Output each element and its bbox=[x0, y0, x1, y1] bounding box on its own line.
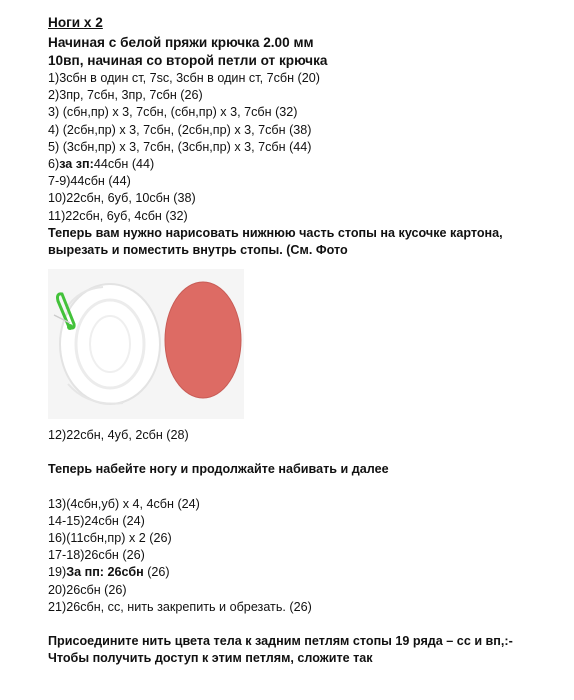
photo-bootie-and-insole bbox=[48, 269, 244, 419]
row-19-bold: За пп: 26сбн bbox=[66, 565, 144, 580]
note-join-line1: Присоедините нить цвета тела к задним петлям стопы 19 ряда – сс и вп,:- bbox=[48, 634, 513, 649]
row-20: 20)26сбн (26) bbox=[48, 582, 127, 597]
row-3: 3) (сбн,пр) х 3, 7сбн, (сбн,пр) х 3, 7сбн (32) bbox=[48, 105, 298, 120]
row-10: 10)22сбн, 6уб, 10сбн (38) bbox=[48, 191, 196, 206]
row-11: 11)22сбн, 6уб, 4сбн (32) bbox=[48, 208, 188, 223]
bootie-image bbox=[60, 284, 160, 404]
row-16: 16)(11сбн,пр) х 2 (26) bbox=[48, 531, 172, 546]
row-14-15: 14-15)24сбн (24) bbox=[48, 513, 145, 528]
row-19-number: 19) bbox=[48, 565, 67, 580]
row-6-number: 6) bbox=[48, 157, 60, 172]
note-cardboard-line1: Теперь вам нужно нарисовать нижнюю часть стопы на кусочке картона, bbox=[48, 225, 503, 240]
insole-image bbox=[165, 282, 241, 398]
row-4: 4) (2сбн,пр) х 3, 7сбн, (2сбн,пр) х 3, 7сбн (38) bbox=[48, 122, 312, 137]
row-5: 5) (3сбн,пр) х 3, 7сбн, (3сбн,пр) х 3, 7сбн (44) bbox=[48, 139, 312, 154]
row-13: 13)(4сбн,уб) х 4, 4сбн (24) bbox=[48, 496, 200, 511]
row-6-bold: за зп: bbox=[59, 157, 94, 172]
row-17-18: 17-18)26сбн (26) bbox=[48, 548, 145, 563]
document-page bbox=[48, 14, 548, 667]
start-instruction: Начиная с белой пряжи крючка 2.00 мм bbox=[48, 35, 314, 50]
row-1: 1)3сбн в один ст, 7sc, 3сбн в один ст, 7сбн (20) bbox=[48, 71, 320, 85]
row-21: 21)26сбн, сс, нить закрепить и обрезать. (26) bbox=[48, 599, 312, 614]
row-12: 12)22сбн, 4уб, 2сбн (28) bbox=[48, 428, 189, 443]
row-7-9: 7-9)44сбн (44) bbox=[48, 174, 131, 189]
row-6-rest: 44сбн (44) bbox=[93, 157, 155, 172]
row-2: 2)3пр, 7сбн, 3пр, 7сбн (26) bbox=[48, 88, 203, 103]
row-19-rest: (26) bbox=[143, 565, 170, 580]
row-6 bbox=[48, 156, 548, 173]
row-19 bbox=[48, 564, 548, 581]
chain-instruction: 10вп, начиная со второй петли от крючка bbox=[48, 53, 328, 68]
note-stuffing: Теперь набейте ногу и продолжайте набивать и далее bbox=[48, 462, 389, 477]
section-title: Ноги х 2 bbox=[48, 15, 103, 30]
note-cardboard-line2: вырезать и поместить внутрь стопы. (См. Фото bbox=[48, 243, 348, 258]
note-join-line2: Чтобы получить доступ к этим петлям, сложите так bbox=[48, 651, 373, 666]
